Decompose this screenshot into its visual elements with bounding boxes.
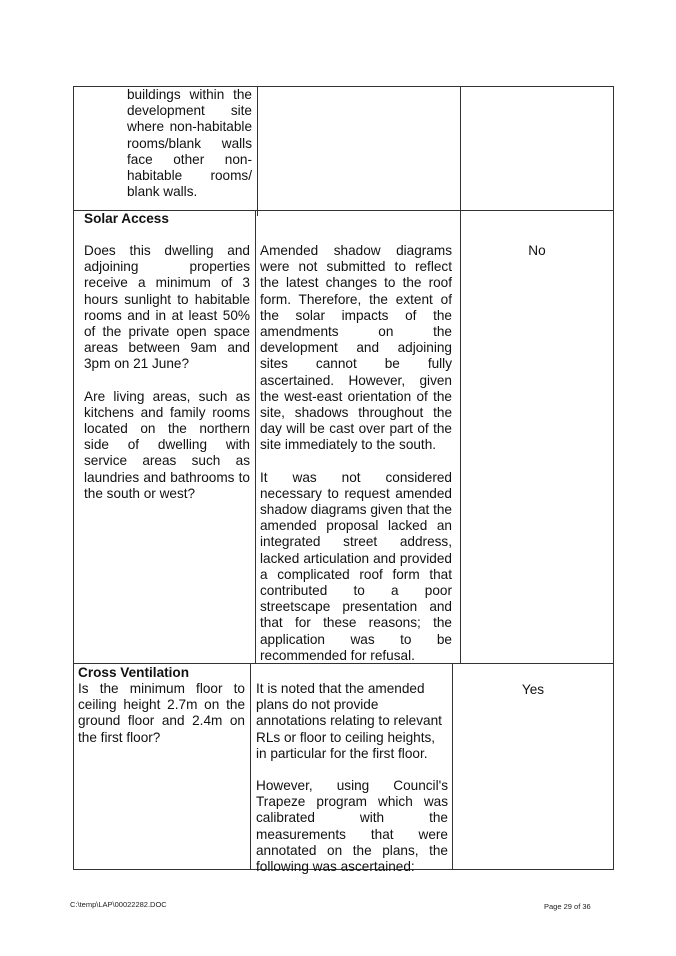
footer-file-path: C:\temp\LAP\00022282.DOC xyxy=(70,900,167,909)
solar-access-comment-p2: It was not considered necessary to request amended shadow diagrams given that the amended proposal lacked an integrated street address, lacked articulation and provided a complicated roof form that contributed to a poor streetscape presentation and that for these reasons; the application was to be recommended for refusal. xyxy=(260,469,452,663)
solar-access-heading: Solar Access xyxy=(84,211,169,226)
continued-criteria-text: buildings within the development site where non-habitable rooms/blank walls face other non-habitable rooms/ blank walls. xyxy=(127,87,252,200)
cross-ventilation-heading: Cross Ventilation xyxy=(78,665,190,680)
solar-access-comment xyxy=(260,243,452,664)
footer-page-number: Page 29 of 36 xyxy=(544,902,591,911)
solar-access-comment-p1: Amended shadow diagrams were not submitted to reflect the latest changes to the roof form. Therefore, the extent of the solar impacts of the amendments on the development and adjoining sites cannot be fully ascertained. However, given the west-east orientation of the site, shadows throughout the day will be cast over part of the site immediately to the south. xyxy=(260,243,452,453)
cross-ventilation-criteria: Is the minimum floor to ceiling height 2.7m on the ground floor and 2.4m on the first floor? xyxy=(78,681,245,745)
solar-access-criteria xyxy=(84,243,250,502)
cross-ventilation-compliance: Yes xyxy=(521,682,545,697)
solar-access-compliance: No xyxy=(528,243,546,258)
solar-access-question-1: Does this dwelling and adjoining properties receive a minimum of 3 hours sunlight to habitable rooms and in at least 50% of the private open space areas between 9am and 3pm on 21 June? xyxy=(84,243,250,372)
cross-ventilation-comment xyxy=(256,681,448,875)
cross-ventilation-comment-p1: It is noted that the amended plans do not provide annotations relating to relevant RLs or floor to ceiling heights, in particular for the first floor. xyxy=(256,681,442,761)
cross-ventilation-comment-p2: However, using Council's Trapeze program which was calibrated with the measurements that were annotated on the plans, the following was ascertained: xyxy=(256,778,448,875)
solar-access-question-2: Are living areas, such as kitchens and family rooms located on the northern side of dwelling with service areas such as laundries and bathrooms to the south or west? xyxy=(84,388,250,501)
